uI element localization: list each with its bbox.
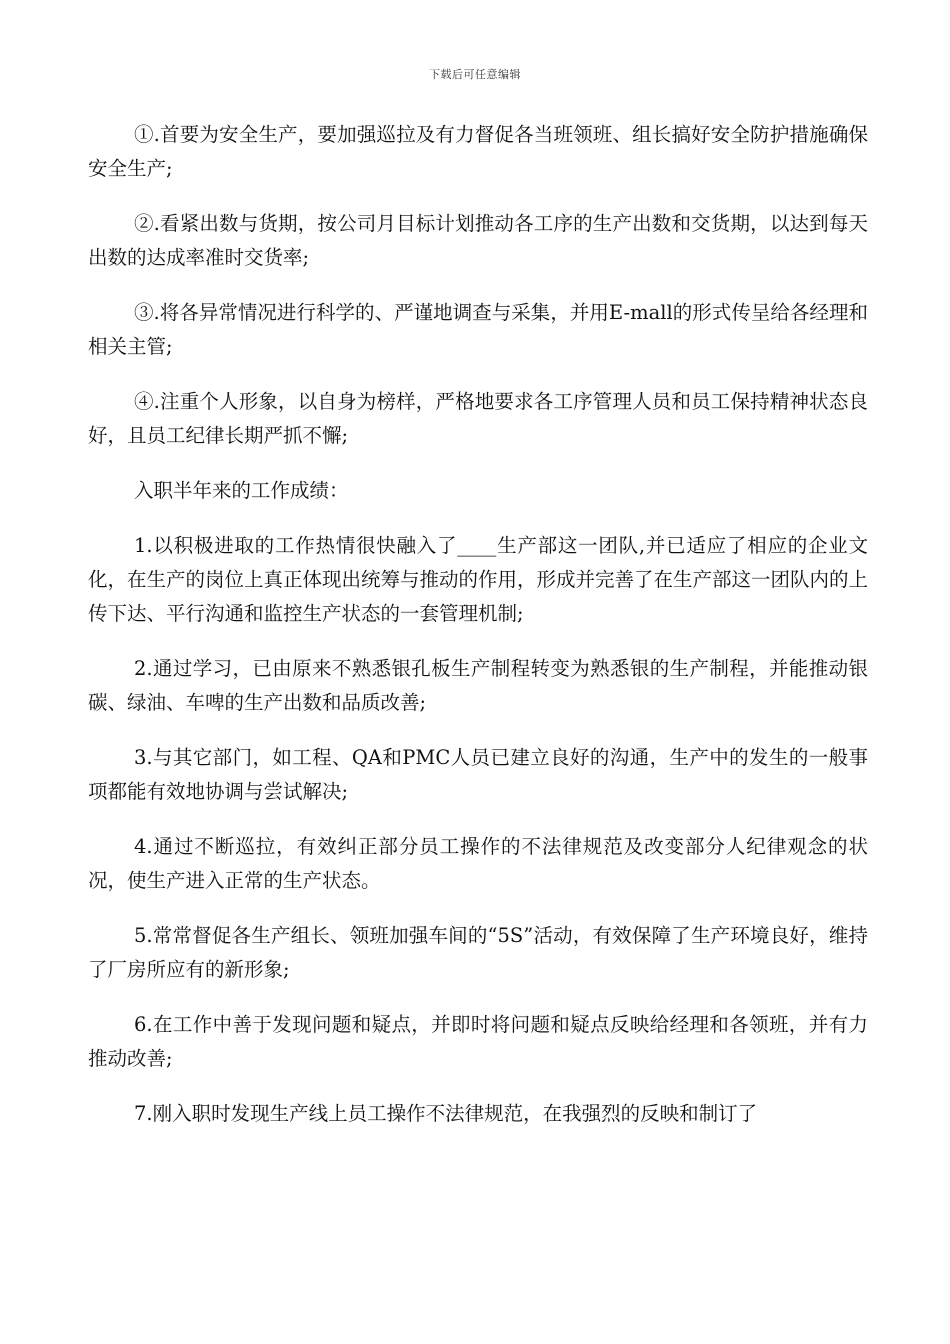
achievement-item-3: 3.与其它部门，如工程、QA和PMC人员已建立良好的沟通，生产中的发生的一般事项都能有效地协调与尝试解决; bbox=[88, 746, 868, 803]
duty-item-1: ①.首要为安全生产，要加强巡拉及有力督促各当班领班、组长搞好安全防护措施确保安全生产; bbox=[88, 123, 868, 180]
document-body bbox=[88, 118, 868, 1152]
achievement-item-7: 7.刚入职时发现生产线上员工操作不法律规范，在我强烈的反映和制订了 bbox=[134, 1102, 758, 1125]
page-header: 下载后可任意编辑 bbox=[429, 68, 521, 81]
duty-item-3: ③.将各异常情况进行科学的、严谨地调查与采集，并用E-mall的形式传呈给各经理和相关主管; bbox=[88, 301, 868, 358]
achievement-item-4: 4.通过不断巡拉，有效纠正部分员工操作的不法律规范及改变部分人纪律观念的状况，使生产进入正常的生产状态。 bbox=[88, 835, 868, 892]
achievement-item-5: 5.常常督促各生产组长、领班加强车间的“5S”活动，有效保障了生产环境良好，维持了厂房所应有的新形象; bbox=[88, 924, 868, 981]
achievement-item-6: 6.在工作中善于发现问题和疑点，并即时将问题和疑点反映给经理和各领班，并有力推动改善; bbox=[88, 1013, 868, 1070]
achievement-item-1: 1.以积极进取的工作热情很快融入了____生产部这一团队,并已适应了相应的企业文化，在生产的岗位上真正体现出统筹与推动的作用，形成并完善了在生产部这一团队内的上传下达、平行沟通和监控生产状态的一套管理机制; bbox=[88, 534, 869, 625]
section-heading-achievements: 入职半年来的工作成绩： bbox=[134, 479, 349, 502]
duty-item-4: ④.注重个人形象，以自身为榜样，严格地要求各工序管理人员和员工保持精神状态良好，且员工纪律长期严抓不懈; bbox=[88, 390, 868, 447]
duty-item-2: ②.看紧出数与货期，按公司月目标计划推动各工序的生产出数和交货期，以达到每天出数的达成率准时交货率; bbox=[88, 212, 868, 269]
achievement-item-2: 2.通过学习，已由原来不熟悉银孔板生产制程转变为熟悉银的生产制程，并能推动银碳、绿油、车啤的生产出数和品质改善; bbox=[88, 657, 868, 714]
